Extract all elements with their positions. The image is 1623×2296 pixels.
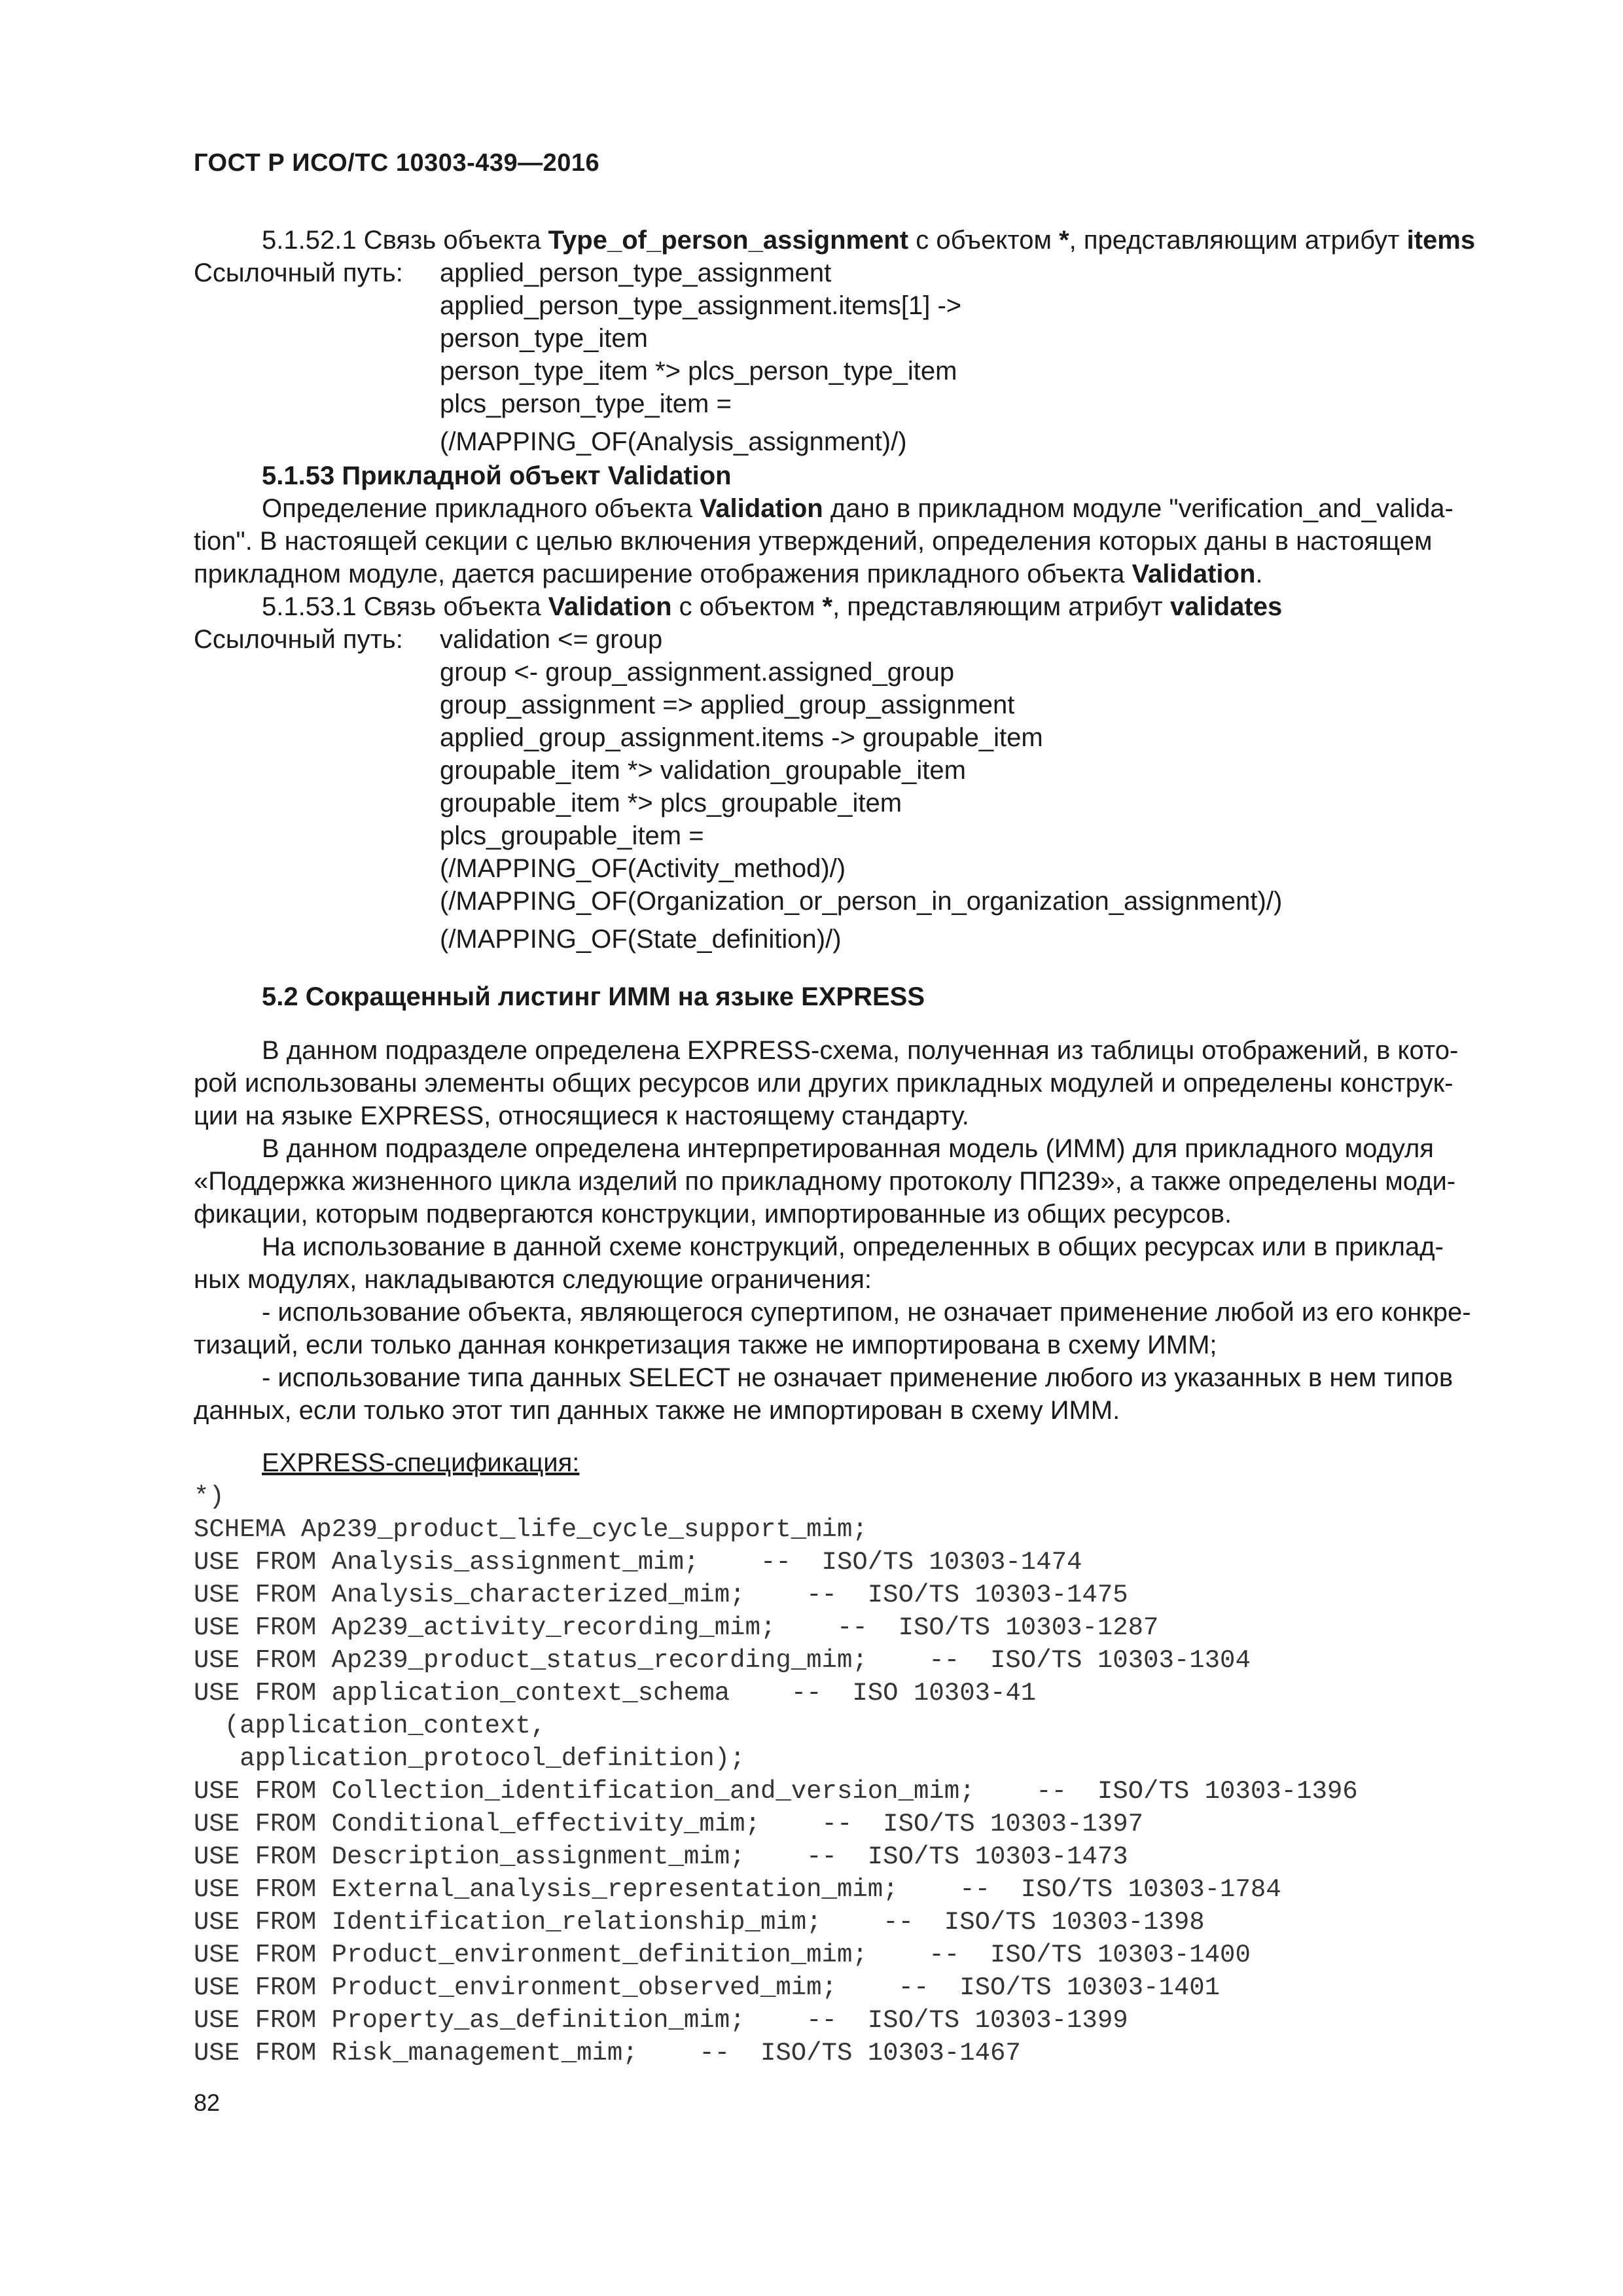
path-line: (/MAPPING_OF(State_definition)/) bbox=[440, 925, 842, 954]
code-line: USE FROM Ap239_activity_recording_mim; -- ISO/TS 10303-1287 bbox=[194, 1613, 1159, 1642]
code-line: USE FROM Product_environment_definition_mim; -- ISO/TS 10303-1400 bbox=[194, 1941, 1251, 1969]
code-line: USE FROM Description_assignment_mim; -- ISO/TS 10303-1473 bbox=[194, 1842, 1128, 1871]
paragraph-line: На использование в данной схеме конструкций, определенных в общих ресурсах или в приклад- bbox=[262, 1232, 1444, 1261]
code-line: SCHEMA Ap239_product_life_cycle_support_mim; bbox=[194, 1515, 868, 1544]
paragraph-line: - использование типа данных SELECT не означает применение любого из указанных в нем типов bbox=[262, 1363, 1454, 1392]
code-line: USE FROM application_context_schema -- ISO 10303-41 bbox=[194, 1679, 1037, 1708]
code-line: USE FROM Conditional_effectivity_mim; -- ISO/TS 10303-1397 bbox=[194, 1810, 1144, 1839]
code-line: USE FROM Ap239_product_status_recording_mim; -- ISO/TS 10303-1304 bbox=[194, 1646, 1251, 1675]
path-line: person_type_item bbox=[440, 324, 648, 353]
path-line: (/MAPPING_OF(Organization_or_person_in_organization_assignment)/) bbox=[440, 887, 1283, 916]
section-heading-5-1-53: 5.1.53 Прикладной объект Validation bbox=[262, 461, 732, 490]
paragraph-line: - использование объекта, являющегося супертипом, не означает применение любой из его конкре- bbox=[262, 1298, 1471, 1327]
code-line: USE FROM Product_environment_observed_mim; -- ISO/TS 10303-1401 bbox=[194, 1973, 1221, 2002]
code-line: application_protocol_definition); bbox=[194, 1744, 745, 1773]
paragraph-line: рой использованы элементы общих ресурсов или других прикладных модулей и определены конструк- bbox=[194, 1069, 1454, 1098]
paragraph-line: прикладном модуле, дается расширение отображения прикладного объекта Validation. bbox=[194, 560, 1263, 588]
path-line: applied_person_type_assignment bbox=[440, 259, 832, 287]
clause-5-1-52-1: 5.1.52.1 Связь объекта Type_of_person_assignment с объектом *, представляющим атрибут items bbox=[262, 226, 1476, 255]
paragraph-line: данных, если только этот тип данных также не импортирован в схему ИММ. bbox=[194, 1396, 1120, 1425]
code-line: USE FROM Collection_identification_and_version_mim; -- ISO/TS 10303-1396 bbox=[194, 1777, 1358, 1806]
express-spec-label: EXPRESS-спецификация: bbox=[262, 1448, 580, 1477]
page-header-title: ГОСТ Р ИСО/ТС 10303-439—2016 bbox=[194, 149, 600, 177]
code-line: USE FROM Risk_management_mim; -- ISO/TS 10303-1467 bbox=[194, 2039, 1021, 2068]
page-number: 82 bbox=[194, 2089, 221, 2116]
path-line: (/MAPPING_OF(Activity_method)/) bbox=[440, 854, 846, 883]
path-line: validation <= group bbox=[440, 625, 663, 654]
section-heading-5-2: 5.2 Сокращенный листинг ИММ на языке EXPRESS bbox=[262, 982, 925, 1011]
reference-path-label: Ссылочный путь: bbox=[194, 259, 403, 287]
code-line: USE FROM External_analysis_representation_mim; -- ISO/TS 10303-1784 bbox=[194, 1875, 1281, 1904]
reference-path-label: Ссылочный путь: bbox=[194, 625, 403, 654]
paragraph-line: В данном подразделе определена интерпретированная модель (ИММ) для прикладного модуля bbox=[262, 1134, 1434, 1163]
path-line: groupable_item *> validation_groupable_item bbox=[440, 756, 966, 785]
path-line: (/MAPPING_OF(Analysis_assignment)/) bbox=[440, 427, 907, 456]
path-line: applied_person_type_assignment.items[1] -> bbox=[440, 291, 962, 320]
path-line: groupable_item *> plcs_groupable_item bbox=[440, 789, 902, 817]
code-line: (application_context, bbox=[194, 1712, 546, 1740]
paragraph-line: ции на языке EXPRESS, относящиеся к настоящему стандарту. bbox=[194, 1102, 969, 1130]
paragraph-line: тизаций, если только данная конкретизация также не импортирована в схему ИММ; bbox=[194, 1331, 1217, 1359]
code-line: USE FROM Identification_relationship_mim; -- ISO/TS 10303-1398 bbox=[194, 1908, 1205, 1937]
path-line: plcs_groupable_item = bbox=[440, 821, 704, 850]
code-line: USE FROM Analysis_characterized_mim; -- ISO/TS 10303-1475 bbox=[194, 1581, 1128, 1609]
code-line: USE FROM Property_as_definition_mim; -- ISO/TS 10303-1399 bbox=[194, 2006, 1128, 2035]
paragraph-line: tion". В настоящей секции с целью включения утверждений, определения которых даны в настоящем bbox=[194, 527, 1433, 556]
path-line: plcs_person_type_item = bbox=[440, 389, 732, 418]
path-line: group_assignment => applied_group_assignment bbox=[440, 691, 1015, 719]
paragraph-line: «Поддержка жизненного цикла изделий по прикладному протоколу ПП239», а также определены моди- bbox=[194, 1167, 1456, 1196]
path-line: group <- group_assignment.assigned_group bbox=[440, 658, 955, 687]
paragraph-line: ных модулях, накладываются следующие ограничения: bbox=[194, 1265, 872, 1294]
paragraph-line: фикации, которым подвергаются конструкции, импортированные из общих ресурсов. bbox=[194, 1200, 1232, 1229]
clause-5-1-53-1: 5.1.53.1 Связь объекта Validation с объектом *, представляющим атрибут validates bbox=[262, 592, 1283, 621]
paragraph-line: В данном подразделе определена EXPRESS-схема, полученная из таблицы отображений, в кото- bbox=[262, 1036, 1459, 1065]
paragraph-line: Определение прикладного объекта Validation дано в прикладном модуле "verification_and_valida- bbox=[262, 494, 1454, 523]
code-line: *) bbox=[194, 1482, 224, 1511]
path-line: person_type_item *> plcs_person_type_item bbox=[440, 357, 957, 386]
path-line: applied_group_assignment.items -> groupable_item bbox=[440, 723, 1043, 752]
code-line: USE FROM Analysis_assignment_mim; -- ISO/TS 10303-1474 bbox=[194, 1548, 1082, 1577]
